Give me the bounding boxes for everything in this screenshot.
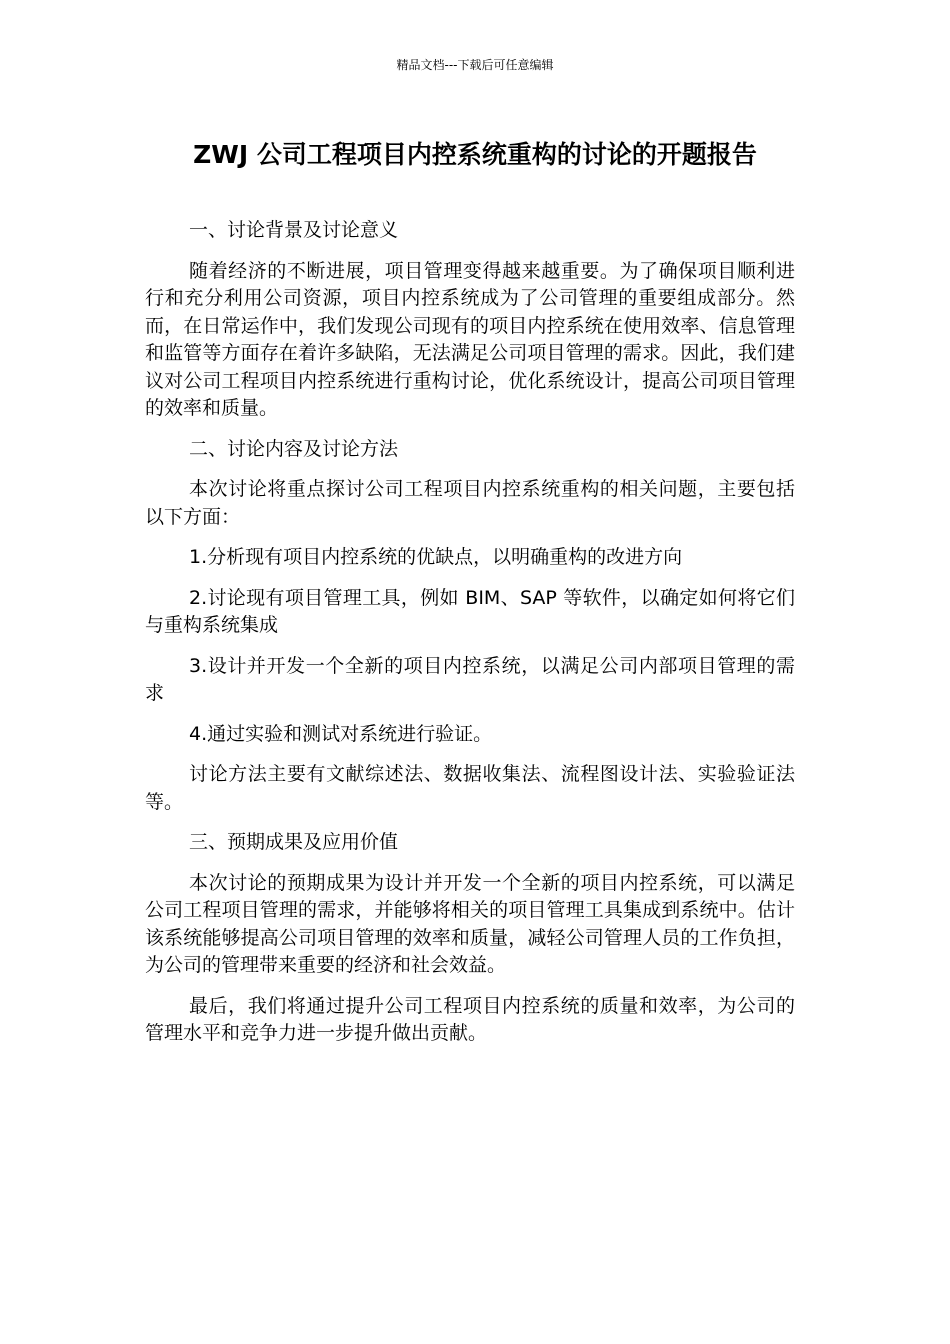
paragraph-content-intro: 本次讨论将重点探讨公司工程项目内控系统重构的相关问题，主要包括以下方面： [145,478,795,528]
document-body [145,217,795,1061]
paragraph-methods: 讨论方法主要有文献综述法、数据收集法、流程图设计法、实验验证法等。 [145,763,795,813]
section-heading-expected-results: 三、预期成果及应用价值 [189,831,399,853]
paragraph-background: 随着经济的不断进展，项目管理变得越来越重要。为了确保项目顺利进行和充分利用公司资源，项目内控系统成为了公司管理的重要组成部分。然而，在日常运作中，我们发现公司现有的项目内控系统在使用效率、信息管理和监管等方面存在着许多缺陷，无法满足公司项目管理的需求。因此，我们建议对公司工程项目内控系统进行重构讨论，优化系统设计，提高公司项目管理的效率和质量。 [145,259,795,419]
list-item-3: 3.设计并开发一个全新的项目内控系统，以满足公司内部项目管理的需求 [145,654,795,704]
document-title: ZWJ 公司工程项目内控系统重构的讨论的开题报告 [193,140,757,169]
section-heading-content-method: 二、讨论内容及讨论方法 [189,437,399,460]
page-header: 精品文档---下载后可任意编辑 [396,58,554,72]
list-item-4: 4.通过实验和测试对系统进行验证。 [189,722,493,745]
paragraph-expected-results: 本次讨论的预期成果为设计并开发一个全新的项目内控系统，可以满足公司工程项目管理的需求，并能够将相关的项目管理工具集成到系统中。估计该系统能够提高公司项目管理的效率和质量，减轻公司管理人员的工作负担，为公司的管理带来重要的经济和社会效益。 [145,871,795,976]
list-item-2: 2.讨论现有项目管理工具，例如 BIM、SAP 等软件，以确定如何将它们与重构系统集成 [145,586,795,636]
section-heading-background: 一、讨论背景及讨论意义 [189,219,399,241]
paragraph-conclusion: 最后，我们将通过提升公司工程项目内控系统的质量和效率，为公司的管理水平和竞争力进一步提升做出贡献。 [145,994,795,1044]
list-item-1: 1.分析现有项目内控系统的优缺点，以明确重构的改进方向 [189,546,683,568]
